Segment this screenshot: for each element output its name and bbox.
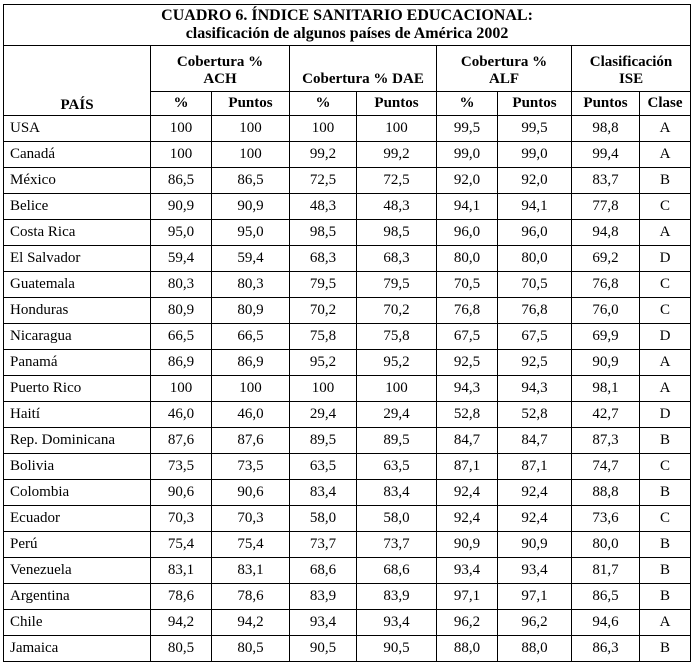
cell-dae-percent: 68,6	[290, 558, 357, 584]
cell-alf-points: 76,8	[498, 298, 572, 324]
table-title-line1: CUADRO 6. ÍNDICE SANITARIO EDUCACIONAL:	[161, 7, 533, 24]
cell-alf-percent: 90,9	[437, 532, 498, 558]
cell-dae-percent: 79,5	[290, 272, 357, 298]
cell-country: Costa Rica	[4, 220, 151, 246]
cell-ise-class: B	[640, 480, 691, 506]
cell-ach-points: 80,9	[212, 298, 290, 324]
header-ise-line1: Clasificación	[589, 54, 673, 70]
table-row	[4, 142, 691, 168]
table-row	[4, 402, 691, 428]
cell-alf-points: 67,5	[498, 324, 572, 350]
subheader-ach-percent: %	[151, 92, 212, 116]
cell-alf-points: 99,0	[498, 142, 572, 168]
cell-dae-points: 58,0	[357, 506, 437, 532]
cell-ise-class: C	[640, 506, 691, 532]
cell-ach-points: 90,9	[212, 194, 290, 220]
cell-ise-points: 90,9	[572, 350, 640, 376]
cell-country: El Salvador	[4, 246, 151, 272]
cell-ise-class: A	[640, 610, 691, 636]
cell-ise-class: B	[640, 532, 691, 558]
table-title-line2: clasificación de algunos países de América 2002	[185, 25, 509, 42]
subheader-ise-points: Puntos	[572, 92, 640, 116]
cell-dae-percent: 83,4	[290, 480, 357, 506]
cell-alf-percent: 76,8	[437, 298, 498, 324]
header-alf-line2: ALF	[489, 71, 519, 87]
cell-ach-percent: 100	[151, 142, 212, 168]
cell-country: Argentina	[4, 584, 151, 610]
cell-dae-points: 68,6	[357, 558, 437, 584]
cell-ise-class: A	[640, 350, 691, 376]
header-alf-line1: Cobertura %	[460, 54, 548, 70]
cell-ach-points: 95,0	[212, 220, 290, 246]
table-row	[4, 532, 691, 558]
cell-dae-percent: 90,5	[290, 636, 357, 662]
cell-dae-points: 100	[357, 116, 437, 142]
cell-ise-class: D	[640, 324, 691, 350]
cell-ise-class: B	[640, 558, 691, 584]
cell-alf-points: 84,7	[498, 428, 572, 454]
cell-ach-percent: 59,4	[151, 246, 212, 272]
cell-alf-percent: 97,1	[437, 584, 498, 610]
cell-dae-percent: 75,8	[290, 324, 357, 350]
cell-ach-percent: 94,2	[151, 610, 212, 636]
table-row	[4, 636, 691, 662]
cell-dae-points: 90,5	[357, 636, 437, 662]
cell-ach-points: 80,5	[212, 636, 290, 662]
cell-ach-percent: 70,3	[151, 506, 212, 532]
cell-alf-percent: 80,0	[437, 246, 498, 272]
cell-ise-class: C	[640, 454, 691, 480]
cell-ise-points: 98,1	[572, 376, 640, 402]
header-ach	[151, 46, 290, 92]
cell-ach-points: 86,9	[212, 350, 290, 376]
cell-dae-points: 95,2	[357, 350, 437, 376]
cell-dae-percent: 73,7	[290, 532, 357, 558]
cell-dae-percent: 99,2	[290, 142, 357, 168]
cell-ach-points: 86,5	[212, 168, 290, 194]
cell-alf-percent: 92,0	[437, 168, 498, 194]
cell-country: Chile	[4, 610, 151, 636]
cell-country: Bolivia	[4, 454, 151, 480]
cell-ise-class: A	[640, 142, 691, 168]
cell-ach-points: 100	[212, 116, 290, 142]
table-row	[4, 324, 691, 350]
cell-ach-points: 87,6	[212, 428, 290, 454]
cell-ach-percent: 75,4	[151, 532, 212, 558]
cell-ach-points: 59,4	[212, 246, 290, 272]
cell-ach-points: 73,5	[212, 454, 290, 480]
cell-dae-percent: 58,0	[290, 506, 357, 532]
sanitary-education-index-table	[3, 4, 691, 662]
cell-alf-points: 70,5	[498, 272, 572, 298]
header-ach-line1: Cobertura %	[176, 54, 264, 70]
cell-alf-percent: 96,0	[437, 220, 498, 246]
cell-dae-points: 93,4	[357, 610, 437, 636]
table-row	[4, 454, 691, 480]
cell-dae-percent: 72,5	[290, 168, 357, 194]
cell-ise-class: A	[640, 116, 691, 142]
cell-ise-points: 76,8	[572, 272, 640, 298]
cell-ach-percent: 73,5	[151, 454, 212, 480]
table-row	[4, 116, 691, 142]
cell-alf-points: 92,0	[498, 168, 572, 194]
cell-ise-class: B	[640, 584, 691, 610]
cell-ach-points: 83,1	[212, 558, 290, 584]
cell-dae-points: 79,5	[357, 272, 437, 298]
subheader-alf-percent: %	[437, 92, 498, 116]
cell-ach-percent: 100	[151, 376, 212, 402]
cell-alf-points: 88,0	[498, 636, 572, 662]
table-row	[4, 168, 691, 194]
cell-ise-points: 77,8	[572, 194, 640, 220]
cell-ise-class: D	[640, 402, 691, 428]
cell-dae-percent: 100	[290, 376, 357, 402]
cell-country: USA	[4, 116, 151, 142]
subheader-alf-points: Puntos	[498, 92, 572, 116]
cell-ise-points: 81,7	[572, 558, 640, 584]
table-title	[4, 5, 691, 46]
cell-alf-points: 80,0	[498, 246, 572, 272]
cell-ise-points: 69,2	[572, 246, 640, 272]
cell-dae-percent: 70,2	[290, 298, 357, 324]
cell-dae-points: 29,4	[357, 402, 437, 428]
cell-ise-points: 99,4	[572, 142, 640, 168]
cell-ise-points: 80,0	[572, 532, 640, 558]
header-ise	[572, 46, 691, 92]
cell-country: Perú	[4, 532, 151, 558]
cell-alf-points: 52,8	[498, 402, 572, 428]
cell-alf-percent: 99,0	[437, 142, 498, 168]
cell-ise-class: C	[640, 298, 691, 324]
cell-country: Guatemala	[4, 272, 151, 298]
table-row	[4, 610, 691, 636]
cell-ach-percent: 95,0	[151, 220, 212, 246]
table-row	[4, 584, 691, 610]
cell-ach-points: 90,6	[212, 480, 290, 506]
cell-alf-points: 93,4	[498, 558, 572, 584]
cell-ach-percent: 100	[151, 116, 212, 142]
cell-alf-percent: 67,5	[437, 324, 498, 350]
cell-alf-points: 90,9	[498, 532, 572, 558]
table-row	[4, 298, 691, 324]
table-row	[4, 350, 691, 376]
cell-ise-class: D	[640, 246, 691, 272]
cell-ise-points: 74,7	[572, 454, 640, 480]
cell-dae-percent: 100	[290, 116, 357, 142]
cell-ise-class: A	[640, 220, 691, 246]
cell-alf-points: 92,5	[498, 350, 572, 376]
header-ach-line2: ACH	[203, 71, 237, 87]
table-row	[4, 558, 691, 584]
subheader-ach-points: Puntos	[212, 92, 290, 116]
cell-dae-percent: 89,5	[290, 428, 357, 454]
cell-country: México	[4, 168, 151, 194]
cell-alf-percent: 93,4	[437, 558, 498, 584]
cell-alf-points: 92,4	[498, 480, 572, 506]
cell-ach-points: 100	[212, 376, 290, 402]
cell-dae-percent: 63,5	[290, 454, 357, 480]
cell-alf-percent: 92,5	[437, 350, 498, 376]
cell-country: Panamá	[4, 350, 151, 376]
cell-country: Colombia	[4, 480, 151, 506]
cell-alf-points: 96,0	[498, 220, 572, 246]
header-ise-line2: ISE	[618, 71, 644, 87]
table-row	[4, 194, 691, 220]
cell-dae-percent: 93,4	[290, 610, 357, 636]
cell-dae-percent: 98,5	[290, 220, 357, 246]
cell-alf-points: 99,5	[498, 116, 572, 142]
cell-ise-points: 87,3	[572, 428, 640, 454]
cell-ach-percent: 86,5	[151, 168, 212, 194]
cell-ach-points: 78,6	[212, 584, 290, 610]
cell-ise-class: C	[640, 272, 691, 298]
cell-ise-points: 76,0	[572, 298, 640, 324]
cell-dae-points: 98,5	[357, 220, 437, 246]
cell-ach-points: 70,3	[212, 506, 290, 532]
cell-dae-percent: 68,3	[290, 246, 357, 272]
header-alf	[437, 46, 572, 92]
cell-dae-points: 72,5	[357, 168, 437, 194]
cell-country: Rep. Dominicana	[4, 428, 151, 454]
cell-dae-points: 83,9	[357, 584, 437, 610]
cell-alf-percent: 99,5	[437, 116, 498, 142]
table-row	[4, 428, 691, 454]
cell-ach-percent: 90,6	[151, 480, 212, 506]
cell-ise-class: B	[640, 168, 691, 194]
cell-ise-points: 73,6	[572, 506, 640, 532]
table-row	[4, 246, 691, 272]
subheader-ise-class: Clase	[640, 92, 691, 116]
cell-ise-points: 88,8	[572, 480, 640, 506]
cell-country: Puerto Rico	[4, 376, 151, 402]
cell-ise-points: 86,5	[572, 584, 640, 610]
cell-alf-percent: 94,3	[437, 376, 498, 402]
cell-dae-points: 68,3	[357, 246, 437, 272]
table-row	[4, 480, 691, 506]
cell-alf-percent: 96,2	[437, 610, 498, 636]
cell-ise-points: 42,7	[572, 402, 640, 428]
cell-ach-points: 80,3	[212, 272, 290, 298]
cell-country: Nicaragua	[4, 324, 151, 350]
cell-dae-percent: 83,9	[290, 584, 357, 610]
cell-ise-points: 94,6	[572, 610, 640, 636]
cell-ise-points: 86,3	[572, 636, 640, 662]
table-row	[4, 272, 691, 298]
cell-dae-points: 75,8	[357, 324, 437, 350]
cell-country: Venezuela	[4, 558, 151, 584]
cell-dae-points: 83,4	[357, 480, 437, 506]
cell-alf-points: 97,1	[498, 584, 572, 610]
cell-alf-percent: 70,5	[437, 272, 498, 298]
cell-alf-percent: 88,0	[437, 636, 498, 662]
cell-ach-percent: 66,5	[151, 324, 212, 350]
cell-ach-points: 66,5	[212, 324, 290, 350]
table-row	[4, 376, 691, 402]
cell-country: Jamaica	[4, 636, 151, 662]
cell-alf-points: 94,3	[498, 376, 572, 402]
cell-alf-percent: 87,1	[437, 454, 498, 480]
cell-dae-points: 73,7	[357, 532, 437, 558]
cell-country: Belice	[4, 194, 151, 220]
cell-alf-points: 94,1	[498, 194, 572, 220]
cell-country: Canadá	[4, 142, 151, 168]
cell-country: Honduras	[4, 298, 151, 324]
subheader-dae-points: Puntos	[357, 92, 437, 116]
cell-ach-points: 94,2	[212, 610, 290, 636]
cell-alf-percent: 92,4	[437, 506, 498, 532]
cell-country: Haití	[4, 402, 151, 428]
cell-alf-points: 96,2	[498, 610, 572, 636]
cell-country: Ecuador	[4, 506, 151, 532]
cell-dae-points: 70,2	[357, 298, 437, 324]
cell-ise-class: A	[640, 376, 691, 402]
cell-ach-percent: 83,1	[151, 558, 212, 584]
cell-alf-percent: 84,7	[437, 428, 498, 454]
cell-dae-percent: 29,4	[290, 402, 357, 428]
cell-ise-points: 94,8	[572, 220, 640, 246]
cell-ach-percent: 86,9	[151, 350, 212, 376]
cell-ach-percent: 80,3	[151, 272, 212, 298]
cell-alf-percent: 92,4	[437, 480, 498, 506]
table-row	[4, 220, 691, 246]
cell-ise-class: B	[640, 636, 691, 662]
cell-dae-points: 100	[357, 376, 437, 402]
cell-dae-points: 89,5	[357, 428, 437, 454]
cell-ach-percent: 87,6	[151, 428, 212, 454]
cell-ach-percent: 90,9	[151, 194, 212, 220]
subheader-dae-percent: %	[290, 92, 357, 116]
cell-dae-points: 48,3	[357, 194, 437, 220]
cell-ach-percent: 80,5	[151, 636, 212, 662]
cell-ise-class: B	[640, 428, 691, 454]
table-row	[4, 506, 691, 532]
cell-dae-percent: 95,2	[290, 350, 357, 376]
cell-alf-points: 87,1	[498, 454, 572, 480]
cell-alf-percent: 52,8	[437, 402, 498, 428]
header-dae: Cobertura % DAE	[290, 46, 437, 92]
cell-ise-points: 83,7	[572, 168, 640, 194]
cell-ach-points: 75,4	[212, 532, 290, 558]
header-country: PAÍS	[4, 46, 151, 116]
cell-dae-percent: 48,3	[290, 194, 357, 220]
cell-ise-points: 69,9	[572, 324, 640, 350]
cell-dae-points: 99,2	[357, 142, 437, 168]
cell-ise-class: C	[640, 194, 691, 220]
cell-ach-points: 46,0	[212, 402, 290, 428]
cell-ach-points: 100	[212, 142, 290, 168]
cell-ach-percent: 46,0	[151, 402, 212, 428]
cell-ach-percent: 78,6	[151, 584, 212, 610]
cell-dae-points: 63,5	[357, 454, 437, 480]
table-body	[4, 116, 691, 662]
cell-ach-percent: 80,9	[151, 298, 212, 324]
cell-alf-percent: 94,1	[437, 194, 498, 220]
cell-alf-points: 92,4	[498, 506, 572, 532]
cell-ise-points: 98,8	[572, 116, 640, 142]
